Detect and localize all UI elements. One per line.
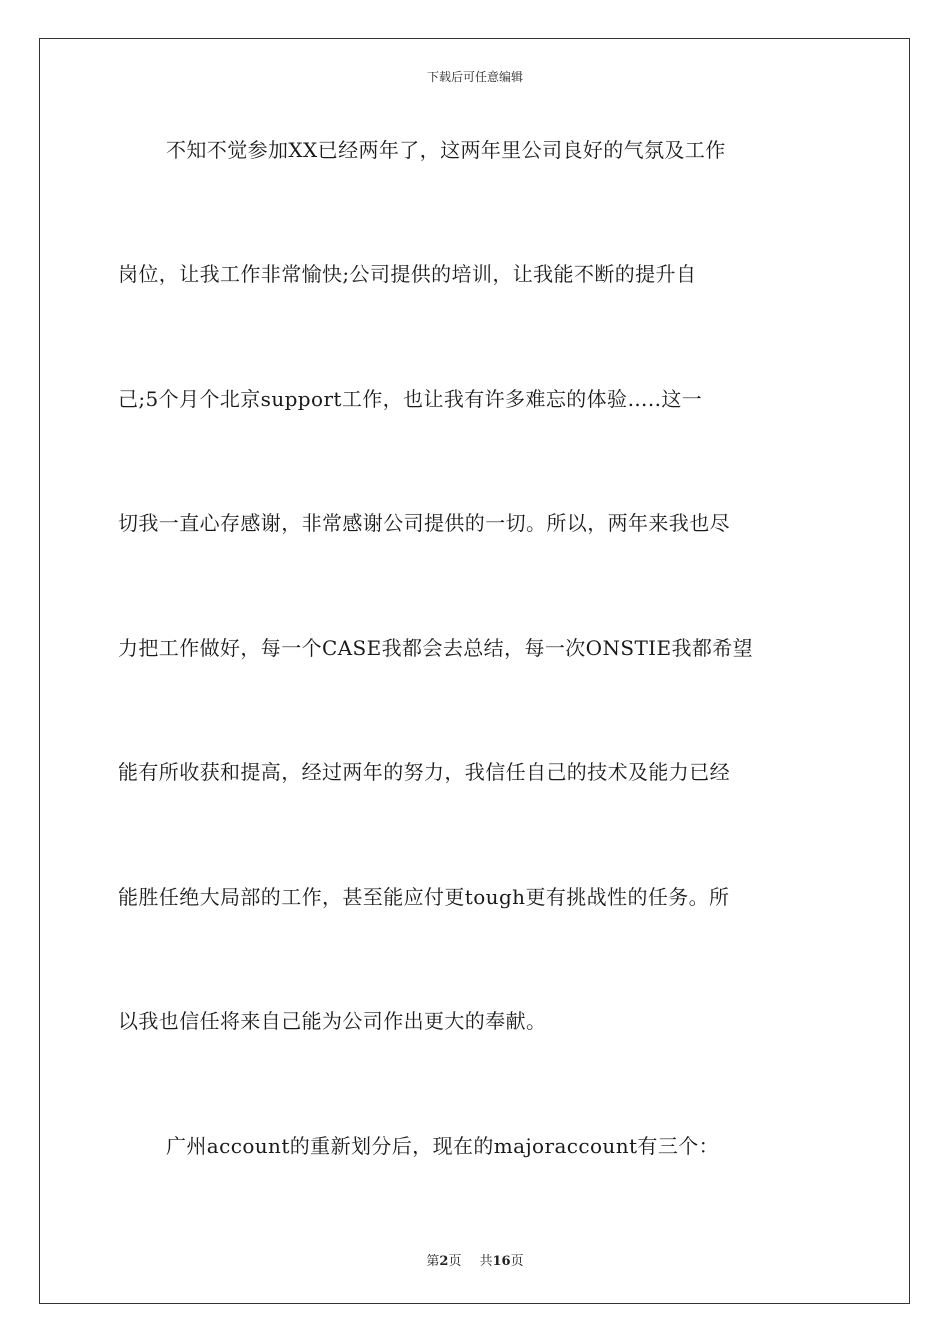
page-suffix: 页: [448, 1254, 462, 1269]
page-footer: [0, 1250, 950, 1269]
paragraph-line-3: 己;5个月个北京support工作，也让我有许多难忘的体验…..这一: [118, 387, 703, 411]
paragraph-line-6: 能有所收获和提高，经过两年的努力，我信任自己的技术及能力已经: [118, 760, 730, 784]
paragraph-line-2: 岗位，让我工作非常愉快;公司提供的培训，让我能不断的提升自: [118, 262, 697, 286]
paragraph-line-1: 不知不觉参加XX已经两年了，这两年里公司良好的气氛及工作: [166, 138, 726, 162]
page-header: 下载后可任意编辑: [426, 70, 523, 84]
page-prefix: 第: [426, 1254, 440, 1269]
total-prefix: 共: [479, 1254, 493, 1269]
paragraph-line-4: 切我一直心存感谢，非常感谢公司提供的一切。所以，两年来我也尽: [118, 511, 730, 535]
total-pages: 16: [492, 1254, 511, 1269]
total-suffix: 页: [510, 1254, 524, 1269]
paragraph-line-9: 广州account的重新划分后，现在的majoraccount有三个：: [166, 1134, 720, 1158]
page-border: [39, 38, 910, 1304]
page-number: 2: [439, 1254, 449, 1269]
paragraph-line-8: 以我也信任将来自己能为公司作出更大的奉献。: [118, 1009, 547, 1033]
paragraph-line-7: 能胜任绝大局部的工作，甚至能应付更tough更有挑战性的任务。所: [118, 885, 730, 909]
paragraph-line-5: 力把工作做好，每一个CASE我都会去总结，每一次ONSTIE我都希望: [118, 636, 754, 660]
